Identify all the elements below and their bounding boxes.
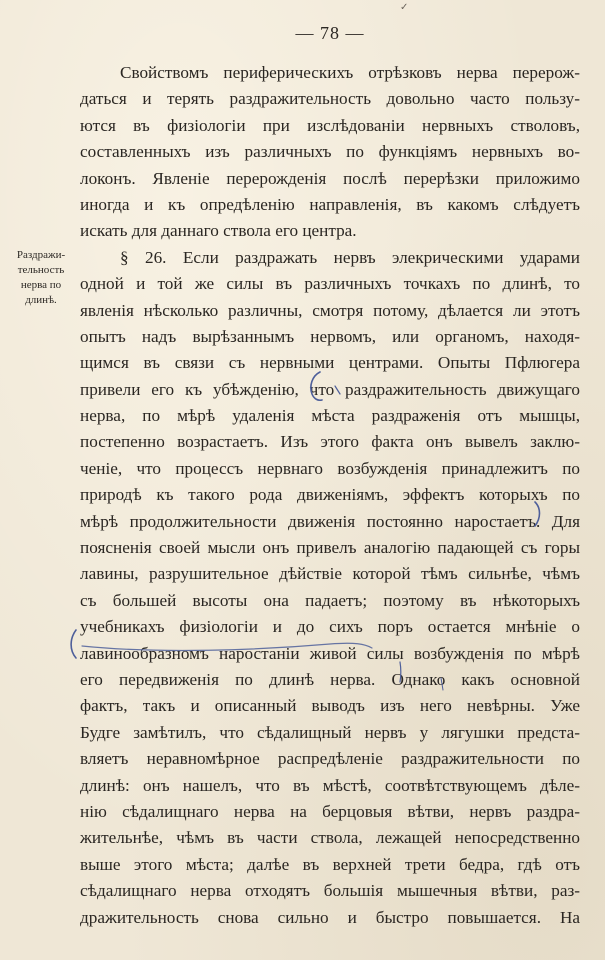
- text-line: привели его къ убѣжденiю, что раздражительность движущаго: [80, 379, 580, 399]
- text-line: длинѣ: онъ нашелъ, что въ мѣстѣ, соотвѣтствующемъ дѣле-: [80, 775, 580, 795]
- text-line: явленiя нѣсколько различны, смотря потому, дѣлается ли этотъ: [80, 300, 580, 320]
- section-heading-line: § 26. Если раздражать нервъ элекрическими ударами: [120, 247, 580, 267]
- text-line: опытъ надъ вырѣзаннымъ нервомъ, или органомъ, находя-: [80, 326, 580, 346]
- margin-note-line: нерва по: [20, 279, 62, 291]
- text-line: нерва, по мѣрѣ удаленiя мѣста раздраженiя отъ мышцы,: [80, 406, 580, 426]
- margin-note-line: Раздражи-: [16, 249, 66, 261]
- text-line: поясненiя своей мысли онъ привелъ аналогiю падающей съ горы: [80, 538, 580, 558]
- text-line: нiю сѣдалищнаго нерва на берцовыя вѣтви, нервъ раздра-: [80, 801, 580, 821]
- text-line: жительнѣе, чѣмъ въ части ствола, лежащей непосредственно: [80, 828, 580, 848]
- text-line: выше этого мѣста; далѣе въ верхней трети бедра, гдѣ отъ: [80, 854, 580, 874]
- pencil-bracket-mark: [71, 630, 76, 658]
- margin-note: [10, 248, 72, 308]
- text-line: дражительность снова сильно и быстро повышается. На: [80, 907, 580, 927]
- text-line: ются въ физiологiи при изслѣдованiи нервныхъ стволовъ,: [80, 115, 580, 135]
- text-line: иногда и къ опредѣленiю направленiя, въ какомъ слѣдуетъ: [80, 194, 580, 214]
- text-line: съ большей высоты она падаетъ; поэтому въ нѣкоторыхъ: [80, 590, 580, 610]
- text-line: Свойствомъ периферическихъ отрѣзковъ нерва перерож-: [120, 63, 580, 82]
- text-line: даться и терять раздражительность довольно часто пользу-: [80, 89, 580, 109]
- margin-note-line: тельность: [17, 264, 65, 276]
- text-line: локонъ. Явленiе перерожденiя послѣ перерѣзки приложимо: [80, 168, 580, 188]
- text-line: лавинообразномъ наростанiи живой силы возбужденiя по мѣрѣ: [80, 643, 580, 663]
- text-line: щимся въ связи съ нервными центрами. Опыты Пфлюгера: [80, 353, 580, 373]
- body-text: [80, 60, 580, 931]
- text-line: мѣрѣ продолжительности движенiя постоянно наростаетъ. Для: [80, 511, 580, 531]
- text-line: искать для даннаго ствола его центра.: [80, 221, 357, 241]
- text-line: фактъ, такъ и описанный выводъ изъ него невѣрны. Уже: [80, 696, 580, 716]
- text-line: одной и той же силы въ различныхъ точкахъ по длинѣ, то: [80, 274, 580, 294]
- pencil-tick-mark: ✓: [400, 2, 409, 13]
- text-line: учебникахъ физiологiи и до сихъ поръ остается мнѣнiе о: [80, 617, 580, 637]
- text-line: природѣ къ такого рода движенiямъ, эффектъ которыхъ по: [80, 485, 580, 505]
- text-line: его передвиженiя по длинѣ нерва. Однако какъ основной: [80, 669, 580, 689]
- text-line: ченiе, что процессъ нервнаго возбужденiя принадлежитъ по: [80, 458, 580, 478]
- text-line: вляетъ неравномѣрное распредѣленiе раздражительности по: [80, 749, 580, 769]
- text-line: постепенно возрастаетъ. Изъ этого факта онъ вывелъ заклю-: [80, 432, 580, 452]
- text-line: составленныхъ изъ различныхъ по функцiямъ нервныхъ во-: [80, 142, 580, 162]
- text-line: Будге замѣтилъ, что сѣдалищный нервъ у лягушки предста-: [80, 722, 580, 742]
- text-line: сѣдалищнаго нерва отходятъ большiя мышечныя вѣтви, раз-: [80, 881, 580, 901]
- margin-note-line: длинѣ.: [25, 294, 57, 306]
- page-number: — 78 —: [295, 23, 365, 43]
- text-line: лавины, разрушительное дѣйствiе которой тѣмъ сильнѣе, чѣмъ: [80, 564, 580, 584]
